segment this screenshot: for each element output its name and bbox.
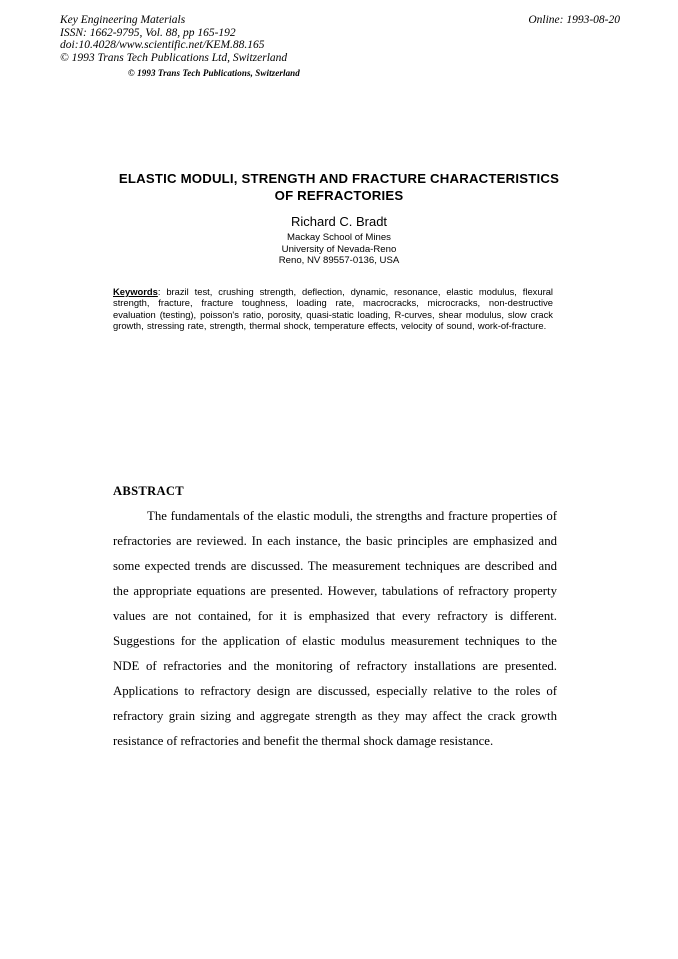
journal-copyright: © 1993 Trans Tech Publications Ltd, Switzerland — [60, 51, 288, 64]
masthead — [60, 14, 620, 78]
masthead-journal-info — [60, 14, 287, 64]
journal-doi: doi:10.4028/www.scientific.net/KEM.88.165 — [60, 39, 265, 52]
author-name: Richard C. Bradt — [290, 214, 388, 229]
journal-issn: ISSN: 1662-9795, Vol. 88, pp 165-192 — [60, 26, 236, 39]
affiliation-line-1: Mackay School of Mines — [287, 232, 391, 243]
abstract-body: The fundamentals of the elastic moduli, the strengths and fracture properties of refractories are reviewed. In each instance, the basic principles are emphasized and some expected trends are discussed. The measurement techniques are described and the appropriate equations are presented. However, tabulations of refractory property values are not contained, for it is emphasized that every refractory is different. Suggestions for the application of elastic modulus measurement techniques to the NDE of refractories and the monitoring of refractory installations are presented. Applications to refractory design are discussed, especially relative to the roles of refractory grain sizing and aggregate strength as they may affect the crack growth resistance of refractories and benefit the thermal shock damage resistance. — [113, 509, 557, 748]
keywords-label: Keywords — [113, 286, 158, 297]
keywords-list: : brazil test, crushing strength, deflection, dynamic, resonance, elastic modulus, flexural strength, fracture, fracture toughness, loading rate, macrocracks, microcracks, non-destructive evaluation (testing), poisson's ratio, porosity, quasi-static loading, R-curves, shear modulus, slow crack growth, stressing rate, strength, thermal shock, temperature effects, velocity of sound, work-of-fracture. — [113, 286, 553, 332]
masthead-row — [60, 14, 620, 64]
abstract-heading: ABSTRACT — [113, 484, 184, 498]
publisher-note: © 1993 Trans Tech Publications, Switzerland — [128, 68, 300, 79]
affiliation-line-3: Reno, NV 89557-0136, USA — [278, 255, 400, 267]
affiliation-line-2: University of Nevada-Reno — [281, 243, 397, 255]
journal-title: Key Engineering Materials — [60, 14, 186, 26]
online-date: Online: 1993-08-20 — [528, 14, 620, 26]
author-affiliation — [113, 232, 565, 267]
keywords-block — [113, 286, 553, 332]
page-title: ELASTIC MODULI, STRENGTH AND FRACTURE CHARACTERISTICS OF REFRACTORIES — [118, 171, 560, 203]
